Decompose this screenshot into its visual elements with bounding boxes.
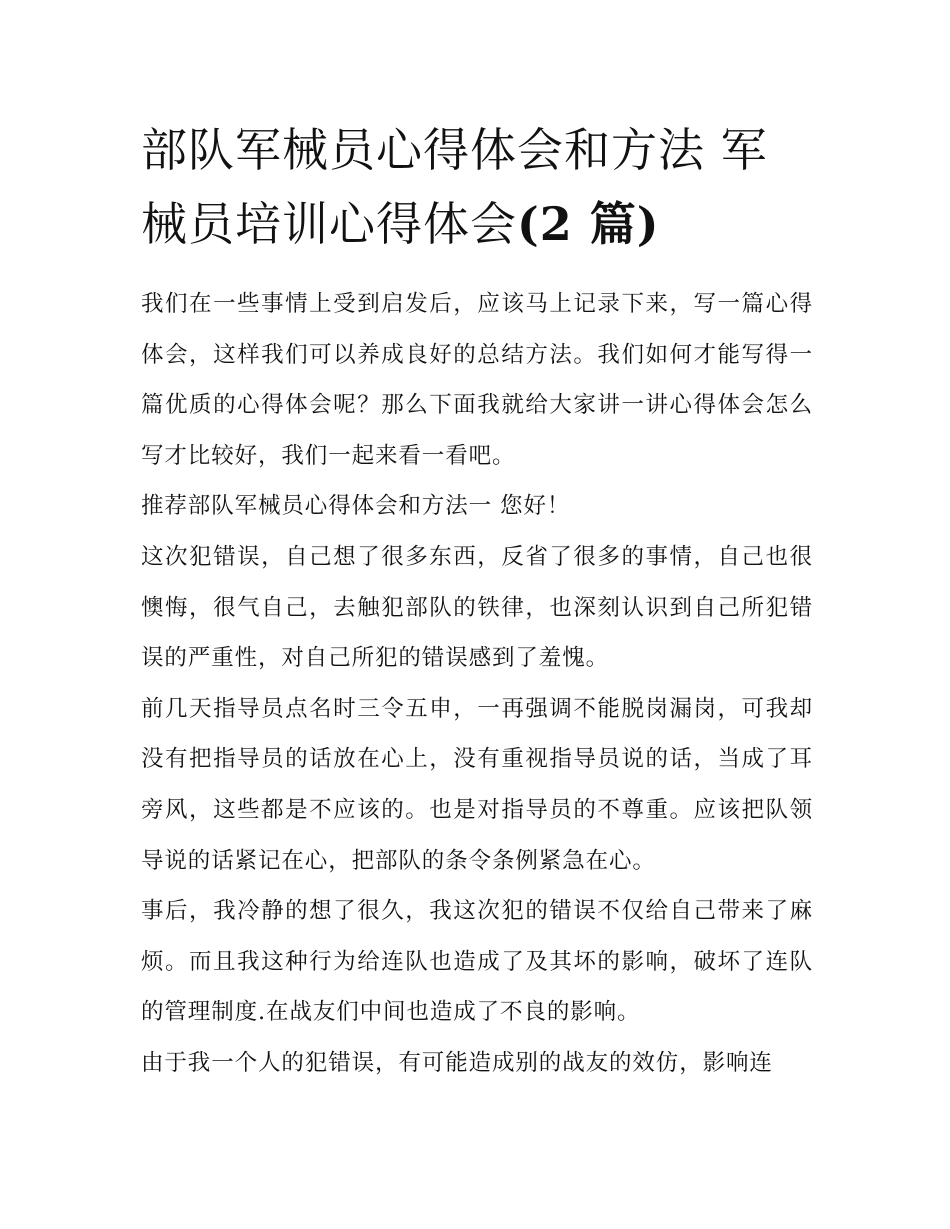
intro-paragraph: 我们在一些事情上受到启发后，应该马上记录下来，写一篇心得体会，这样我们可以养成良好的总结方法。我们如何才能写得一篇优质的心得体会呢？那么下面我就给大家讲一讲心得体会怎么写才比较好，我们一起来看一看吧。	[141, 291, 813, 469]
title-count-text: (2 篇)	[517, 197, 660, 251]
section-heading-paragraph: 推荐部队军械员心得体会和方法一 您好！	[141, 493, 571, 520]
document-title	[141, 113, 813, 261]
body-paragraph: 由于我一个人的犯错误，有可能造成别的战友的效仿，影响连	[141, 1049, 773, 1076]
document-body	[141, 279, 813, 1089]
title-main-text: 部队军械员心得体会和方法 军械员培训心得体会	[141, 123, 768, 251]
body-paragraph: 前几天指导员点名时三令五申，一再强调不能脱岗漏岗，可我却没有把指导员的话放在心上，没有重视指导员说的话，当成了耳旁风，这些都是不应该的。也是对指导员的不尊重。应该把队领导说的话紧记在心，把部队的条令条例紧急在心。	[141, 695, 813, 874]
body-paragraph: 事后，我冷静的想了很久，我这次犯的错误不仅给自己带来了麻烦。而且我这种行为给连队也造成了及其坏的影响，破坏了连队的管理制度.在战友们中间也造成了不良的影响。	[141, 898, 813, 1026]
body-paragraph: 这次犯错误，自己想了很多东西，反省了很多的事情，自己也很懊悔，很气自己，去触犯部队的铁律，也深刻认识到自己所犯错误的严重性，对自己所犯的错误感到了羞愧。	[141, 543, 813, 672]
